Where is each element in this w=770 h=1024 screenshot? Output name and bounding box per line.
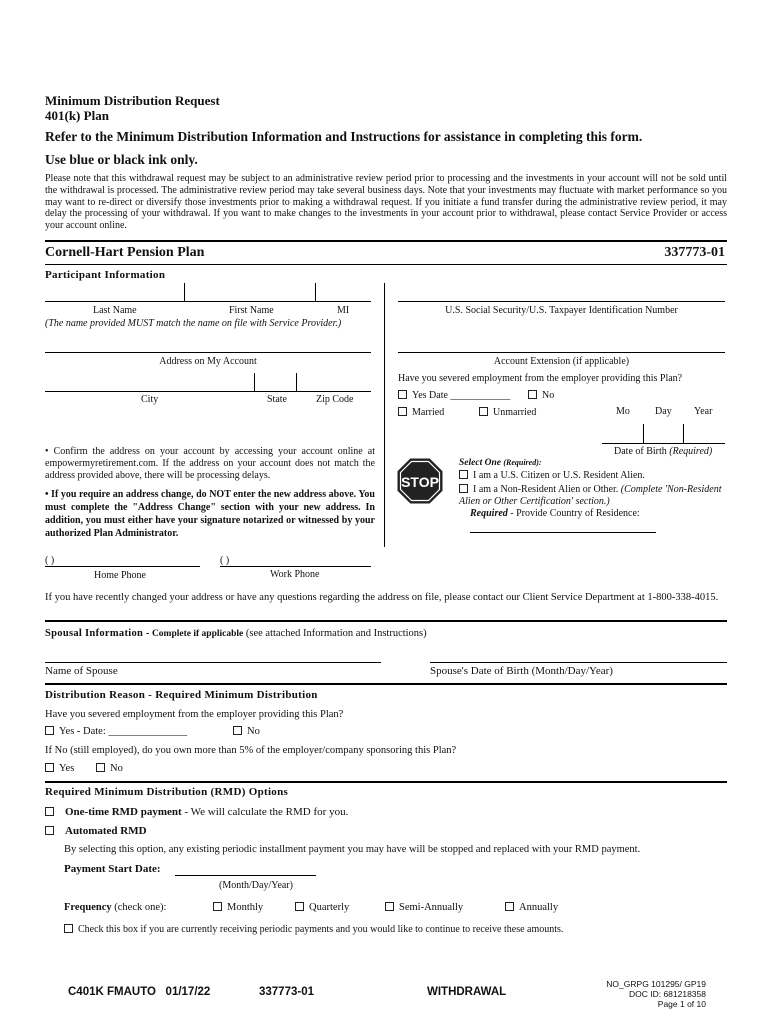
automated-rmd-description: By selecting this option, any existing periodic installment payment you may have will be stopped and replaced with your RMD payment. — [64, 844, 641, 855]
spousal-heading: Spousal Information - Complete if applicable (see attached Information and Instructions) — [45, 628, 427, 639]
last-name-label: Last Name — [93, 305, 137, 316]
spousal-rule — [45, 620, 727, 622]
confirm-address-text: • Confirm the address on your account by accessing your account online at empowermyretirement.com. If the address on your account does not match the address provided above, there will be processing delays. — [45, 446, 375, 481]
spouse-name-label: Name of Spouse — [45, 665, 118, 677]
five-percent-question: If No (still employed), do you own more than 5% of the employer/company sponsoring this Plan? — [45, 745, 457, 756]
dob-year-label: Year — [694, 406, 713, 417]
automated-rmd-checkbox[interactable] — [45, 826, 54, 835]
severed-yes-checkbox[interactable] — [398, 390, 407, 399]
automated-rmd-option[interactable]: Automated RMD — [45, 825, 147, 838]
account-ext-label: Account Extension (if applicable) — [493, 356, 630, 367]
stop-sign-text: STOP — [401, 474, 439, 490]
plan-rule-bottom — [45, 264, 727, 265]
severed-no[interactable]: No — [528, 390, 554, 402]
spouse-dob-label: Spouse's Date of Birth (Month/Day/Year) — [430, 665, 613, 677]
five-percent-yes-checkbox[interactable] — [45, 763, 54, 772]
refer-instructions: Refer to the Minimum Distribution Information and Instructions for assistance in completing this form. — [45, 129, 643, 144]
five-percent-no[interactable]: No — [96, 763, 123, 775]
first-name-label: First Name — [229, 305, 274, 316]
reason-yes-checkbox[interactable] — [45, 726, 54, 735]
country-label: Required - Provide Country of Residence: — [470, 508, 640, 519]
mi-label: MI — [337, 305, 350, 316]
zip-label: Zip Code — [316, 394, 354, 405]
participant-divider — [384, 283, 385, 547]
work-phone-label: Work Phone — [270, 569, 320, 580]
footer-doc-info — [606, 979, 706, 1009]
reason-no[interactable]: No — [233, 726, 260, 738]
five-percent-no-checkbox[interactable] — [96, 763, 105, 772]
plan-number: 337773-01 — [664, 245, 725, 260]
annually-checkbox[interactable] — [505, 902, 514, 911]
address-change-contact: If you have recently changed your address or have any questions regarding the address on file, please contact our Client Service Department at 1-800-338-4015. — [45, 592, 719, 603]
frequency-monthly[interactable]: Monthly — [213, 902, 263, 914]
rmd-heading: Required Minimum Distribution (RMD) Options — [45, 786, 289, 798]
form-subtitle: 401(k) Plan — [45, 108, 109, 123]
continue-periodic-checkbox[interactable] — [64, 924, 73, 933]
non-resident-option[interactable]: I am a Non-Resident Alien or Other. (Complete 'Non-Resident Alien or Other Certification' section.) — [459, 484, 722, 507]
home-phone-area: ( ) — [45, 555, 55, 566]
citizen-checkbox[interactable] — [459, 470, 468, 479]
reason-rule — [45, 683, 727, 685]
footer-form-type: WITHDRAWAL — [427, 986, 507, 998]
dob-day-label: Day — [655, 406, 672, 417]
city-label: City — [141, 394, 159, 405]
footer-doc-id: DOC ID: 681218358 — [628, 989, 706, 999]
dob-label: Date of Birth (Required) — [614, 446, 713, 457]
reason-no-checkbox[interactable] — [233, 726, 242, 735]
frequency-quarterly[interactable]: Quarterly — [295, 902, 349, 914]
one-time-rmd-option[interactable]: One-time RMD payment - We will calculate the RMD for you. — [45, 806, 348, 819]
unmarried-checkbox[interactable] — [479, 407, 488, 416]
married-option[interactable]: Married — [398, 407, 444, 419]
reason-yes-date[interactable]: Yes - Date: _______________ — [45, 726, 187, 738]
participant-heading: Participant Information — [45, 269, 166, 281]
payment-start-date-label: Payment Start Date: — [64, 863, 161, 875]
footer-group: NO_GRPG 101295/ GP19 — [606, 979, 706, 989]
payment-start-date-format: (Month/Day/Year) — [219, 880, 293, 891]
form-title: Minimum Distribution Request — [45, 93, 220, 108]
unmarried-option[interactable]: Unmarried — [479, 407, 536, 419]
citizen-option[interactable]: I am a U.S. Citizen or U.S. Resident Alien. — [459, 470, 645, 482]
dob-tick-1 — [643, 424, 644, 443]
dob-tick-2 — [683, 424, 684, 443]
footer-plan-number: 337773-01 — [259, 986, 314, 998]
address-change-text: • If you require an address change, do NOT enter the new address above. You must complete the "Address Change" section with your new address. In addition, you must either have your signature notarized or witnessed by your authorized Plan Administrator. — [45, 489, 375, 539]
address-label: Address on My Account — [159, 356, 257, 367]
work-phone-area: ( ) — [220, 555, 230, 566]
payment-start-date-field[interactable] — [175, 875, 316, 876]
csz-tick-2 — [296, 373, 297, 391]
quarterly-checkbox[interactable] — [295, 902, 304, 911]
country-field[interactable] — [470, 532, 656, 533]
spouse-name-field[interactable] — [45, 662, 381, 663]
state-label: State — [267, 394, 287, 405]
name-tick-1 — [184, 283, 185, 301]
work-phone-field[interactable] — [220, 566, 371, 567]
reason-severed-question: Have you severed employment from the employer providing this Plan? — [45, 709, 344, 720]
severed-no-checkbox[interactable] — [528, 390, 537, 399]
reason-heading: Distribution Reason - Required Minimum Distribution — [45, 689, 318, 701]
continue-periodic-option[interactable]: Check this box if you are currently receiving periodic payments and you would like to continue to receive these amounts. — [64, 924, 563, 936]
ink-instructions: Use blue or black ink only. — [45, 152, 198, 167]
name-field[interactable] — [45, 301, 371, 302]
severed-yes[interactable]: Yes Date ____________ — [398, 390, 510, 402]
csz-tick-1 — [254, 373, 255, 391]
review-notice: Please note that this withdrawal request may be subject to an administrative review period prior to processing and the investments in your account will not be sold until the withdrawal is processed. The administrative review period may take several business days. Note that your investments may fluctuate with market performance so you may want to re-direct or diversify those investments prior to making a withdrawal request. If you initiate a fund transfer during the administrative review period, it may delay the processing of your withdrawal. If you want to make changes to the investments in your account prior to withdrawal, please contact Service Provider or access your account online. — [45, 173, 727, 232]
five-percent-yes[interactable]: Yes — [45, 763, 74, 775]
frequency-annually[interactable]: Annually — [505, 902, 558, 914]
married-checkbox[interactable] — [398, 407, 407, 416]
name-note: (The name provided MUST match the name on file with Service Provider.) — [45, 318, 342, 329]
footer-page: Page 1 of 10 — [657, 999, 706, 1009]
home-phone-field[interactable] — [45, 566, 200, 567]
non-resident-checkbox[interactable] — [459, 484, 468, 493]
plan-rule-top — [45, 240, 727, 242]
frequency-label: Frequency (check one): — [64, 902, 167, 913]
one-time-rmd-checkbox[interactable] — [45, 807, 54, 816]
ssn-field[interactable] — [398, 301, 725, 302]
home-phone-label: Home Phone — [94, 570, 146, 581]
spouse-dob-field[interactable] — [430, 662, 727, 663]
city-state-zip-field[interactable] — [45, 391, 371, 392]
address-field[interactable] — [45, 352, 371, 353]
ssn-label: U.S. Social Security/U.S. Taxpayer Identification Number — [445, 305, 678, 316]
account-ext-field[interactable] — [398, 352, 725, 353]
rmd-rule — [45, 781, 727, 783]
dob-field[interactable] — [602, 443, 725, 444]
footer-form-code: C401K FMAUTO 01/17/22 — [68, 986, 211, 998]
semi-annually-checkbox[interactable] — [385, 902, 394, 911]
dob-mo-label: Mo — [616, 406, 630, 417]
select-one-label: Select One (Required): — [459, 458, 542, 468]
plan-name: Cornell-Hart Pension Plan — [45, 245, 205, 260]
monthly-checkbox[interactable] — [213, 902, 222, 911]
severed-question: Have you severed employment from the employer providing this Plan? — [398, 373, 683, 384]
stop-sign-icon — [397, 458, 443, 504]
name-tick-2 — [315, 283, 316, 301]
frequency-semi-annually[interactable]: Semi-Annually — [385, 902, 463, 914]
